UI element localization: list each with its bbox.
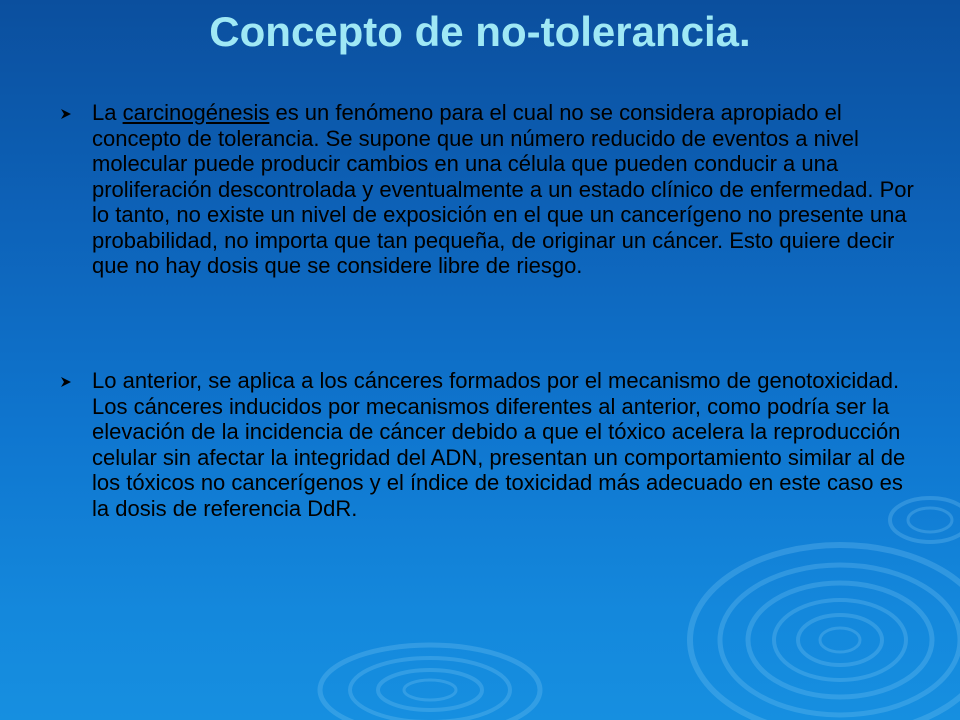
arrow-bullet-icon (60, 376, 72, 388)
bullet-rest-text: es un fenómeno para el cual no se considera apropiado el concepto de tolerancia. Se supone que un número reducido de eventos a nivel molecular puede producir cambios en una célula que pueden conducir a una proliferación descontrolada y eventualmente a un estado clínico de enfermedad. Por lo tanto, no existe un nivel de exposición en el que un cancerígeno no presente una probabilidad, no importa que tan pequeña, de originar un cáncer. Esto quiere decir que no hay dosis que se considere libre de riesgo. (92, 100, 914, 278)
bullet-text (92, 100, 920, 279)
slide-title: Concepto de no-tolerancia. (209, 8, 751, 55)
carcinogenesis-link[interactable]: carcinogénesis (122, 100, 270, 125)
bullet-item-carcinogenesis (60, 100, 920, 279)
bullet-text: Lo anterior, se aplica a los cánceres formados por el mecanismo de genotoxicidad. Los cánceres inducidos por mecanismos diferentes al anterior, como podría ser la elevación de la incidencia de cáncer debido a que el tóxico acelera la reproducción celular sin afectar la integridad del ADN, presentan un comportamiento similar al de los tóxicos no cancerígenos y el índice de toxicidad más adecuado en este caso es la dosis de referencia DdR. (92, 368, 906, 521)
bullet-item-genotoxicity (60, 368, 920, 521)
arrow-bullet-icon (60, 108, 72, 120)
bullet-lead-text: La (92, 100, 123, 125)
